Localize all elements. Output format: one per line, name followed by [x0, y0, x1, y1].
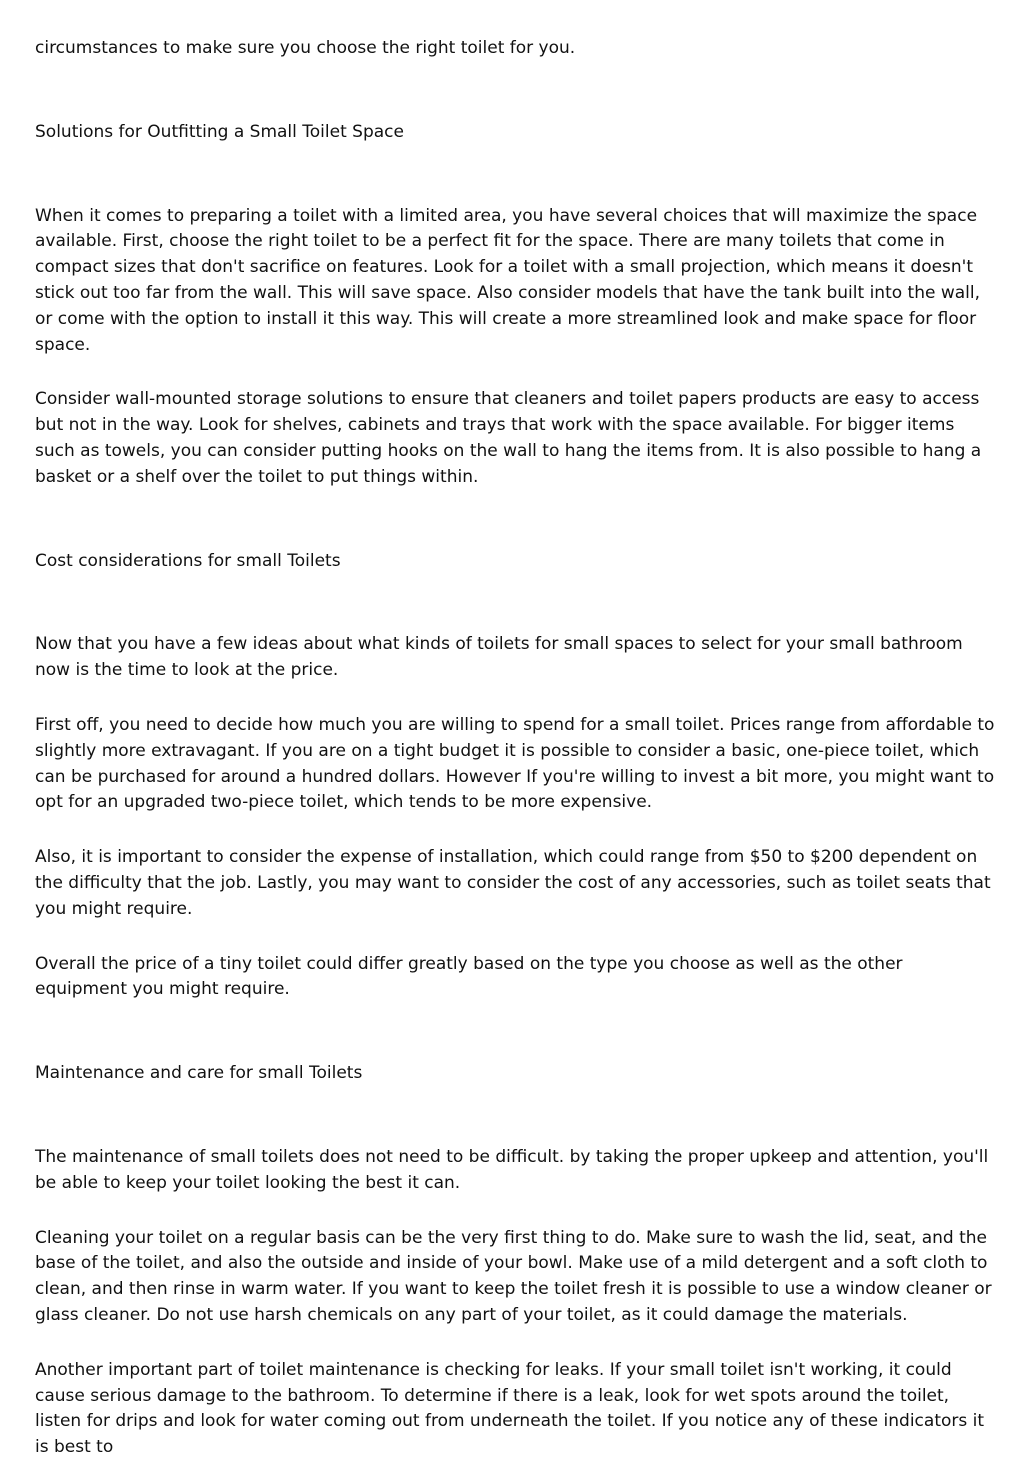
- section-heading-maintenance: Maintenance and care for small Toilets: [35, 1063, 363, 1084]
- spacer: [35, 1197, 995, 1226]
- paragraph: The maintenance of small toilets does not need to be difficult. by taking the proper upkeep and attention, you'll be able to keep your toilet looking the best it can.: [35, 1146, 989, 1193]
- spacer: [35, 1003, 995, 1061]
- spacer: [35, 684, 995, 713]
- spacer: [35, 1087, 995, 1145]
- spacer: [35, 491, 995, 549]
- paragraph: First off, you need to decide how much you are willing to spend for a small toilet. Prices range from affordable to slightly more extravagant. If you are on a tight budget it is possible to consider a basic, one-piece toilet, which can be purchased for around a hundred dollars. However If you're willing to invest a bit more, you might want to opt for an upgraded two-piece toilet, which tends to be more expensive.: [35, 714, 995, 813]
- spacer: [35, 923, 995, 952]
- paragraph: When it comes to preparing a toilet with a limited area, you have several choices that will maximize the space available. First, choose the right toilet to be a perfect fit for the space. There are many toilets that come in compact sizes that don't sacrifice on features. Look for a toilet with a small projection, which means it doesn't stick out too far from the wall. This will save space. Also consider models that have the tank built into the wall, or come with the option to install it this way. This will create a more streamlined look and make space for floor space.: [35, 205, 981, 355]
- spacer: [35, 146, 995, 204]
- spacer: [35, 358, 995, 387]
- paragraph: Another important part of toilet maintenance is checking for leaks. If your small toilet isn't working, it could cause serious damage to the bathroom. To determine if there is a leak, look for wet spots around the toilet, listen for drips and look for water coming out from underneath the toilet. If you notice any of these indicators it is best to: [35, 1359, 985, 1458]
- paragraph: Cleaning your toilet on a regular basis can be the very first thing to do. Make sure to wash the lid, seat, and the base of the toilet, and also the outside and inside of your bowl. Make use of a mild detergent and a soft cloth to clean, and then rinse in warm water. If you want to keep the toilet fresh it is possible to use a window cleaner or glass cleaner. Do not use harsh chemicals on any part of your toilet, as it could damage the materials.: [35, 1227, 992, 1325]
- section-heading-outfitting: Solutions for Outfitting a Small Toilet Space: [35, 121, 404, 142]
- paragraph: Now that you have a few ideas about what kinds of toilets for small spaces to select for your small bathroom now is the time to look at the price.: [35, 634, 963, 681]
- spacer: [35, 816, 995, 845]
- section-heading-cost: Cost considerations for small Toilets: [35, 550, 341, 571]
- paragraph: Consider wall-mounted storage solutions to ensure that cleaners and toilet papers products are easy to access but not in the way. Look for shelves, cabinets and trays that work with the space available. For bigger items such as towels, you can consider putting hooks on the wall to hang the items from. It is also possible to hang a basket or a shelf over the toilet to put things within.: [35, 389, 982, 487]
- spacer: [35, 62, 995, 120]
- intro-fragment: circumstances to make sure you choose the right toilet for you.: [35, 38, 576, 58]
- paragraph: Also, it is important to consider the expense of installation, which could range from $50 to $200 dependent on the difficulty that the job. Lastly, you may want to consider the cost of any accessories, such as toilet seats that you might require.: [35, 847, 991, 919]
- document-body: [35, 36, 995, 1461]
- paragraph: Overall the price of a tiny toilet could differ greatly based on the type you choose as well as the other equipment you might require.: [35, 953, 903, 1000]
- spacer: [35, 574, 995, 632]
- spacer: [35, 1329, 995, 1358]
